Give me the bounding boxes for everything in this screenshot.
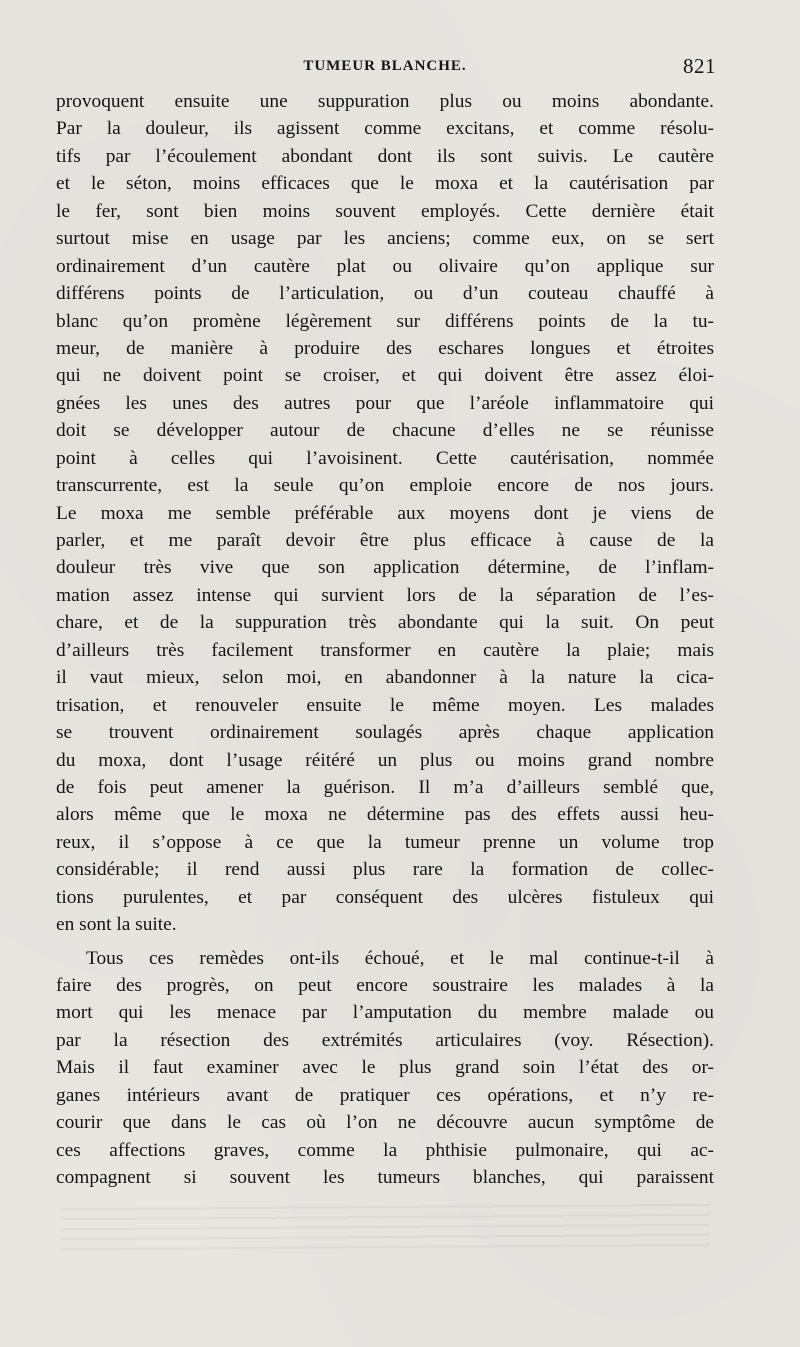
text-line: reux, il s’oppose à ce que la tumeur prenne un volume trop	[56, 831, 714, 853]
body-text	[56, 88, 714, 1192]
running-head	[56, 52, 714, 88]
page-number: 821	[683, 54, 716, 78]
text-line: le fer, sont bien moins souvent employés. Cette dernière était	[56, 200, 714, 222]
text-line: tions purulentes, et par conséquent des ulcères fistuleux qui	[56, 886, 714, 908]
text-line: courir que dans le cas où l’on ne découvre aucun symptôme de	[56, 1112, 714, 1134]
text-line: Tous ces remèdes ont-ils échoué, et le mal continue-t-il à	[86, 947, 714, 969]
text-line: Par la douleur, ils agissent comme excitans, et comme résolu-	[56, 118, 714, 140]
text-line: doit se développer autour de chacune d’elles ne se réunisse	[56, 420, 714, 442]
text-line: compagnent si souvent les tumeurs blanches, qui paraissent	[56, 1167, 714, 1189]
text-line: blanc qu’on promène légèrement sur différens points de la tu-	[56, 310, 714, 332]
paragraph-1	[56, 88, 714, 939]
text-line: chare, et de la suppuration très abondante qui la suit. On peut	[56, 612, 714, 634]
text-line: surtout mise en usage par les anciens; comme eux, on se sert	[56, 228, 714, 250]
text-line: mort qui les menace par l’amputation du membre malade ou	[56, 1002, 714, 1024]
text-line: point à celles qui l’avoisinent. Cette cautérisation, nommée	[56, 447, 714, 469]
text-line: tifs par l’écoulement abondant dont ils sont suivis. Le cautère	[56, 145, 714, 167]
text-line: transcurrente, est la seule qu’on emploie encore de nos jours.	[56, 475, 714, 497]
text-line: considérable; il rend aussi plus rare la formation de collec-	[56, 859, 714, 881]
text-line: provoquent ensuite une suppuration plus ou moins abondante.	[56, 91, 714, 112]
bleed-through-shadow	[60, 1196, 710, 1251]
text-line: ces affections graves, comme la phthisie pulmonaire, qui ac-	[56, 1139, 714, 1161]
text-line: d’ailleurs très facilement transformer en cautère la plaie; mais	[56, 639, 714, 661]
text-line: douleur très vive que son application détermine, de l’inflam-	[56, 557, 714, 579]
text-line: gnées les unes des autres pour que l’aréole inflammatoire qui	[56, 392, 714, 414]
text-line: ganes intérieurs avant de pratiquer ces opérations, et n’y re-	[56, 1084, 714, 1106]
text-line: et le séton, moins efficaces que le moxa et la cautérisation par	[56, 173, 714, 195]
text-line: ordinairement d’un cautère plat ou olivaire qu’on applique sur	[56, 255, 714, 277]
text-line: Mais il faut examiner avec le plus grand soin l’état des or-	[56, 1057, 714, 1079]
text-line: parler, et me paraît devoir être plus efficace à cause de la	[56, 530, 714, 551]
text-line: trisation, et renouveler ensuite le même moyen. Les malades	[56, 694, 714, 716]
text-line: en sont la suite.	[56, 914, 177, 936]
text-line: qui ne doivent point se croiser, et qui doivent être assez éloi-	[56, 365, 714, 387]
text-line: faire des progrès, on peut encore soustraire les malades à la	[56, 975, 714, 996]
text-line: du moxa, dont l’usage réitéré un plus ou moins grand nombre	[56, 749, 714, 771]
running-title: TUMEUR BLANCHE.	[303, 58, 467, 74]
text-line: de fois peut amener la guérison. Il m’a d’ailleurs semblé que,	[56, 776, 714, 798]
text-line: se trouvent ordinairement soulagés après chaque application	[56, 722, 714, 744]
paragraph-2	[56, 945, 714, 1192]
text-line: il vaut mieux, selon moi, en abandonner à la nature la cica-	[56, 667, 714, 689]
text-line: mation assez intense qui survient lors de la séparation de l’es-	[56, 584, 714, 606]
text-line: différens points de l’articulation, ou d’un couteau chauffé à	[56, 283, 714, 305]
text-line: par la résection des extrémités articulaires (voy. Résection).	[56, 1029, 714, 1051]
text-line: Le moxa me semble préférable aux moyens dont je viens de	[56, 502, 714, 524]
text-line: alors même que le moxa ne détermine pas des effets aussi heu-	[56, 804, 714, 826]
text-line: meur, de manière à produire des eschares longues et étroites	[56, 337, 714, 359]
